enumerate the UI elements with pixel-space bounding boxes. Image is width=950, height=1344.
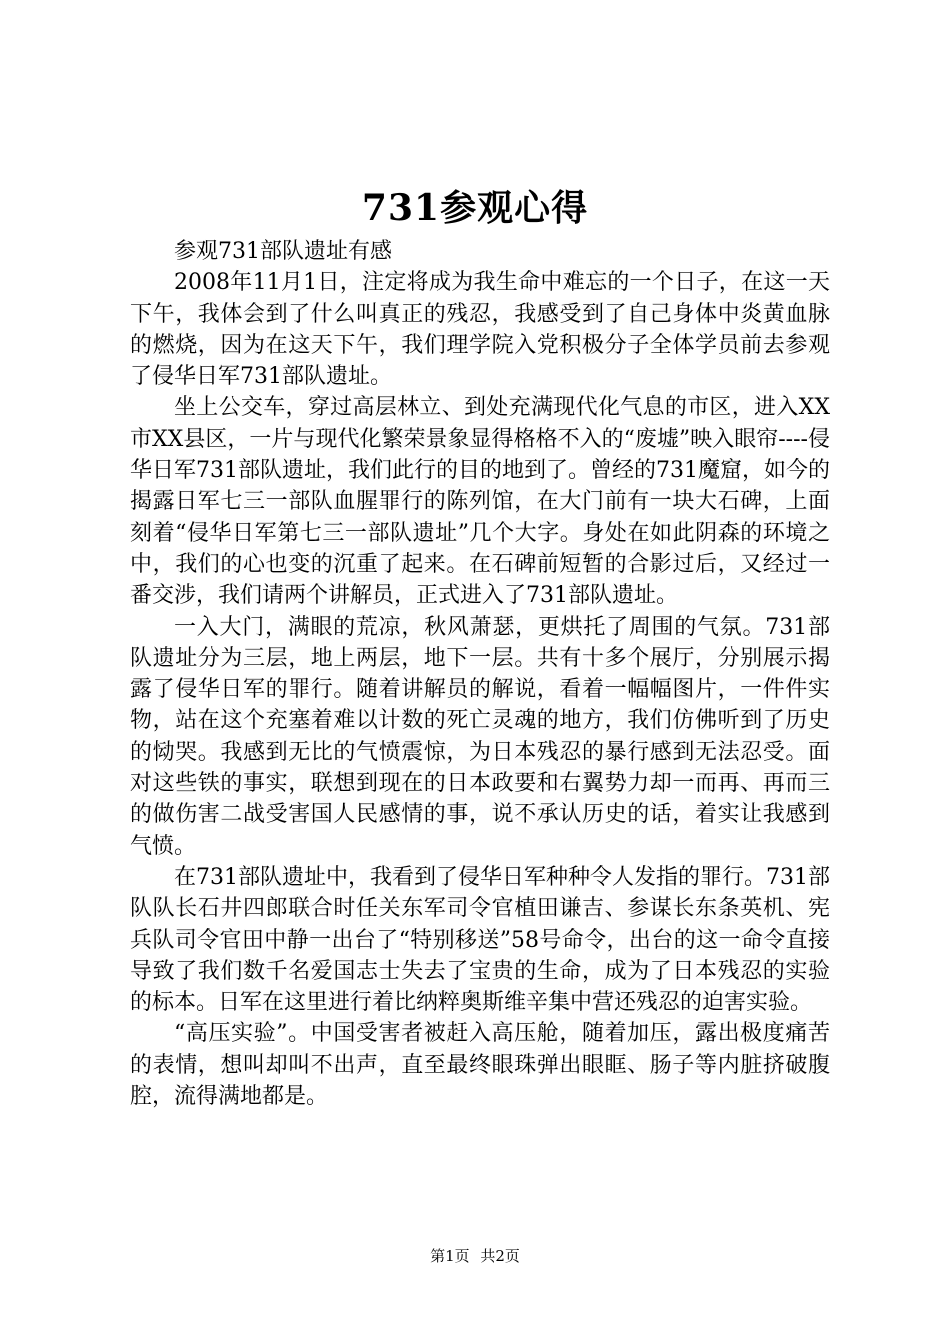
paragraph: 一入大门，满眼的荒凉，秋风萧瑟，更烘托了周围的气氛。731部队遗址分为三层，地上两层，地下一层。共有十多个展厅，分别展示揭露了侵华日军的罪行。随着讲解员的解说，看着一幅幅图片，一件件实物，站在这个充塞着难以计数的死亡灵魂的地方，我们仿佛听到了历史的恸哭。我感到无比的气愤震惊，为日本残忍的暴行感到无法忍受。面对这些铁的事实，联想到现在的日本政要和右翼势力却一而再、再而三的做伤害二战受害国人民感情的事，说不承认历史的话，着实让我感到气愤。 <box>130 614 830 859</box>
paragraph: “高压实验”。中国受害者被赶入高压舱，随着加压，露出极度痛苦的表情，想叫却叫不出声，直至最终眼珠弹出眼眶、肠子等内脏挤破腹腔，流得满地都是。 <box>130 1021 830 1110</box>
paragraph: 在731部队遗址中，我看到了侵华日军种种令人发指的罪行。731部队队长石井四郎联合时任关东军司令官植田谦吉、参谋长东条英机、宪兵队司令官田中静一出台了“特别移送”58号命令，出台的这一命令直接导致了我们数千名爱国志士失去了宝贵的生命，成为了日本残忍的实验的标本。日军在这里进行着比纳粹奥斯维辛集中营还残忍的迫害实验。 <box>130 864 831 1016</box>
document-subtitle: 参观731部队遗址有感 <box>174 239 392 264</box>
page-total: 共2页 <box>480 1247 520 1265</box>
page-footer <box>0 1245 950 1267</box>
page-number: 第1页 <box>430 1247 470 1265</box>
paragraph: 2008年11月1日，注定将成为我生命中难忘的一个日子，在这一天下午，我体会到了什么叫真正的残忍，我感受到了自己身体中炎黄血脉的燃烧，因为在这天下午，我们理学院入党积极分子全体学员前去参观了侵华日军731部队遗址。 <box>130 270 830 390</box>
document-body <box>130 236 830 1112</box>
paragraph: 坐上公交车，穿过高层林立、到处充满现代化气息的市区，进入XX市XX县区，一片与现代化繁荣景象显得格格不入的“废墟”映入眼帘----侵华日军731部队遗址，我们此行的目的地到了。曾经的731魔窟，如今的揭露日军七三一部队血腥罪行的陈列馆，在大门前有一块大石碑，上面刻着“侵华日军第七三一部队遗址”几个大字。身处在如此阴森的环境之中，我们的心也变的沉重了起来。在石碑前短暂的合影过后，又经过一番交涉，我们请两个讲解员，正式进入了731部队遗址。 <box>130 395 830 609</box>
page-title: 731参观心得 <box>361 187 589 229</box>
